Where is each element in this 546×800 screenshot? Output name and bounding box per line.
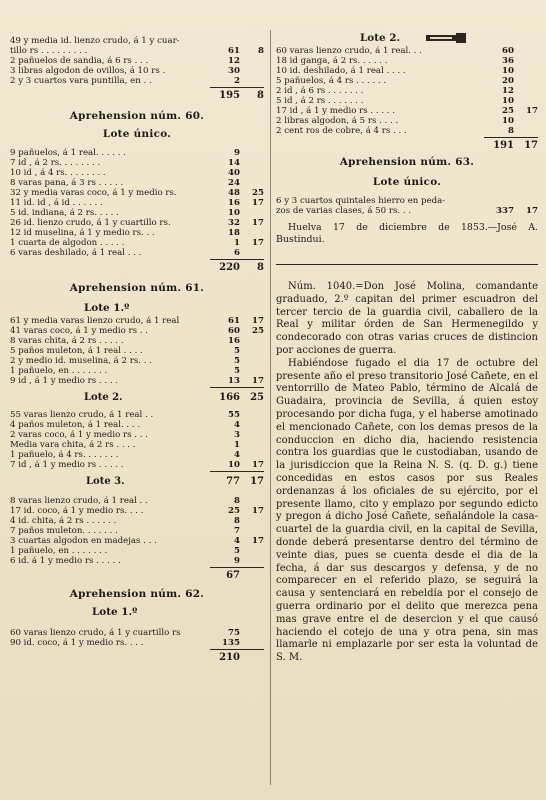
lot-total-row <box>10 475 264 488</box>
amount-reales: 2 <box>234 76 240 86</box>
amount-reales: 40 <box>228 168 240 178</box>
sum-rule <box>210 87 264 88</box>
ledger-row <box>276 106 538 116</box>
item-description: 2 pañuelos de sandia, á 6 rs . . . <box>10 56 149 66</box>
section-heading: Aprehension núm. 63. <box>339 156 475 168</box>
ledger-row <box>10 188 264 198</box>
item-description: 11 id. id , á id . . . . . . <box>10 198 103 208</box>
right-column <box>276 30 538 665</box>
amount-maravedis: 17 <box>252 536 264 546</box>
ledger-row <box>10 356 264 366</box>
total-maravedis: 25 <box>250 392 264 403</box>
amount-reales: 24 <box>228 178 240 188</box>
amount-reales: 25 <box>502 106 514 116</box>
item-description: 5 id , á 2 rs . . . . . . . <box>276 96 364 106</box>
total-row <box>10 651 264 664</box>
lot-heading: Lote 2. <box>84 392 123 403</box>
ledger-row <box>276 206 538 216</box>
ledger-row <box>10 430 264 440</box>
amount-reales: 60 <box>228 326 240 336</box>
item-description: 7 id , á 1 y medio rs . . . . . <box>10 460 124 470</box>
ledger-row <box>10 366 264 376</box>
item-description: 8 varas chita, á 2 rs . . . . . <box>10 336 124 346</box>
ledger-row <box>276 76 538 86</box>
amount-reales: 337 <box>496 206 514 216</box>
rows-c <box>10 410 264 470</box>
total-reales: 220 <box>219 262 240 273</box>
rows-top <box>10 36 264 86</box>
sum-rule <box>210 567 264 568</box>
lot-heading-row <box>276 30 538 46</box>
amount-maravedis: 17 <box>252 460 264 470</box>
amount-reales: 10 <box>502 66 514 76</box>
item-description: 2 varas coco, á 1 y medio rs . . . <box>10 430 148 440</box>
item-description: 2 y medio id. muselina, á 2 rs. . . <box>10 356 152 366</box>
ledger-row <box>10 326 264 336</box>
rows-b <box>10 316 264 386</box>
amount-maravedis: 17 <box>252 198 264 208</box>
amount-reales: 48 <box>228 188 240 198</box>
rows-a <box>276 46 538 136</box>
item-description: tillo rs . . . . . . . . . <box>10 46 88 56</box>
amount-reales: 4 <box>234 536 240 546</box>
ledger-row <box>10 336 264 346</box>
ledger-row <box>10 36 264 46</box>
amount-reales: 30 <box>228 66 240 76</box>
item-description: 55 varas lienzo crudo, á 1 real . . <box>10 410 154 420</box>
item-description: 6 y 3 cuartos quintales hierro en peda- <box>276 196 446 206</box>
item-description: 18 id ganga, á 2 rs. . . . . . <box>276 56 388 66</box>
total-maravedis: 8 <box>257 262 264 273</box>
amount-reales: 9 <box>234 556 240 566</box>
item-description: 4 paños muleton, á 1 real. . . . <box>10 420 141 430</box>
amount-maravedis: 17 <box>252 506 264 516</box>
sum-rule <box>210 387 264 388</box>
item-description: 2 id , á 6 rs . . . . . . . <box>276 86 364 96</box>
total-maravedis: Habiéndose fugado el dia 17 de octubre del presente año el preso transitorio José Cañete, en el ventorrillo de Mateo Pablo, término de Alcalá de Guadaira, provincia de Sevilla, á quien estoy procesando por dicha fuga, y el haberse amotinado el mencionado Cañete, con los demas presos de la conduccion en dicho dia, haciendo resistencia contra los guardias que le custodiaban, usando de la jurisdiccion que la Reina N. S. (q. D. g.) tiene concedidas en estos casos por sus Reales ordenanzas á los oficiales de su ejército, por el presente llamo, cito y emplazo por segundo edicto y pregon á dicho José Cañete, señalándole la casa-cuartel de la guardia civil, en la capital de Sevilla, donde deberá presentarse dentro del término de veinte dias, pues se cuenta desde el dia de la fecha, á dar sus descargos y defensa, y de no comparecer en el referido plazo, se seguirá la causa y sentenciará en rebeldía por el consejo de guerra ordinario por el delito que merezca pena mas grave entre el de desercion y el que causó haciendo el cotejo de una y otra pena, sin mas llamarle ni emplazarle por ser esta la voluntad de S. M. <box>276 357 538 664</box>
amount-maravedis: 17 <box>252 218 264 228</box>
sum-rule <box>484 137 538 138</box>
amount-maravedis: 17 <box>526 106 538 116</box>
ledger-row <box>10 516 264 526</box>
ledger-row <box>10 158 264 168</box>
amount-reales: 32 <box>228 218 240 228</box>
amount-reales: 135 <box>222 638 240 648</box>
item-description: Media vara chita, á 2 rs . . . . <box>10 440 136 450</box>
ledger-row <box>276 126 538 136</box>
ledger-row <box>276 86 538 96</box>
item-description: zos de varias clases, á 50 rs. . . <box>276 206 412 216</box>
item-description: 1 pañuelo, en . . . . . . . <box>10 366 108 376</box>
amount-reales: 16 <box>228 336 240 346</box>
item-description: 60 varas lienzo crudo, á 1 y cuartillo rs <box>10 628 181 638</box>
ledger-row <box>10 440 264 450</box>
amount-reales: 12 <box>502 86 514 96</box>
amount-reales: 3 <box>234 430 240 440</box>
ledger-row <box>10 346 264 356</box>
item-description: 2 y 3 cuartos vara puntilla, en . . <box>10 76 152 86</box>
lot-heading: Lote 1.º <box>84 302 130 314</box>
ledger-row <box>10 316 264 326</box>
ledger-row <box>10 536 264 546</box>
amount-reales: 4 <box>234 420 240 430</box>
amount-maravedis: 25 <box>252 326 264 336</box>
amount-reales: 8 <box>234 516 240 526</box>
amount-reales: 60 <box>502 46 514 56</box>
item-description: 3 cuartas algodon en madejas . . . <box>10 536 157 546</box>
rows-d <box>10 496 264 566</box>
rows-e <box>10 628 264 648</box>
item-description: 7 paños muleton. . . . . . . <box>10 526 118 536</box>
lot-heading: Lote único. <box>102 128 172 140</box>
lot-heading: Lote 2. <box>360 32 401 44</box>
amount-maravedis: 17 <box>252 238 264 248</box>
item-description: 5 pañuelos, á 4 rs . . . . . . <box>276 76 387 86</box>
section-rule <box>276 264 538 265</box>
item-description: 8 varas pana, á 3 rs . . . . . <box>10 178 124 188</box>
total-row <box>10 261 264 274</box>
amount-maravedis: 8 <box>258 46 264 56</box>
amount-reales: 13 <box>228 376 240 386</box>
amount-reales: 18 <box>228 228 240 238</box>
ledger-row <box>10 460 264 470</box>
total-row <box>276 139 538 152</box>
ledger-row <box>276 66 538 76</box>
item-description: 60 varas lienzo crudo, á 1 real. . . <box>276 46 422 56</box>
amount-maravedis: 25 <box>252 188 264 198</box>
item-description: 6 varas deshilado, á 1 real . . . <box>10 248 142 258</box>
ledger-row <box>10 228 264 238</box>
ledger-row <box>10 56 264 66</box>
ledger-row <box>10 526 264 536</box>
lot-heading: Lote 3. <box>86 476 125 487</box>
amount-maravedis: 17 <box>252 376 264 386</box>
total-maravedis: 17 <box>250 476 264 487</box>
ledger-row <box>10 420 264 430</box>
item-description: 8 varas lienzo crudo, á 1 real . . <box>10 496 148 506</box>
item-description: 9 pañuelos, á 1 real. . . . . . <box>10 148 126 158</box>
amount-reales: 75 <box>228 628 240 638</box>
ledger-row <box>10 46 264 56</box>
total-row <box>10 569 264 582</box>
ledger-row <box>10 410 264 420</box>
lot-heading: Lote 1.º <box>92 606 138 618</box>
item-description: 6 id. á 1 y medio rs . . . . . <box>10 556 121 566</box>
total-row <box>10 89 264 102</box>
amount-reales: 14 <box>228 158 240 168</box>
ledger-row <box>276 56 538 66</box>
amount-reales: 9 <box>234 148 240 158</box>
ledger-row <box>10 506 264 516</box>
total-maravedis: 8 <box>257 90 264 101</box>
item-description: 12 id muselina, á 1 y medio rs. . . <box>10 228 155 238</box>
rows-b <box>276 196 538 216</box>
amount-reales: 5 <box>234 356 240 366</box>
dateline <box>276 222 538 246</box>
ledger-row <box>276 96 538 106</box>
rows-a <box>10 148 264 258</box>
amount-reales: 1 <box>234 238 240 248</box>
amount-reales: 8 <box>234 496 240 506</box>
item-description: 32 y media varas coco, á 1 y medio rs. <box>10 188 177 198</box>
ledger-row <box>10 496 264 506</box>
amount-reales: 55 <box>228 410 240 420</box>
ledger-row <box>10 248 264 258</box>
ledger-row <box>10 628 264 638</box>
lot-heading: Lote único. <box>372 176 442 188</box>
amount-reales: 5 <box>234 346 240 356</box>
item-description: 2 libras algodon, á 5 rs . . . . <box>276 116 399 126</box>
notice-paragraph <box>276 281 538 358</box>
section-heading: Aprehension núm. 62. <box>69 588 205 600</box>
total-reales: 191 <box>493 140 514 151</box>
item-description: 4 id. chita, á 2 rs . . . . . . <box>10 516 117 526</box>
amount-reales: 12 <box>228 56 240 66</box>
item-description: 10 id , á 4 rs. . . . . . . . <box>10 168 106 178</box>
ledger-row <box>10 238 264 248</box>
amount-reales: 61 <box>228 316 240 326</box>
ledger-row <box>10 168 264 178</box>
printer-ornament-icon <box>424 32 472 44</box>
amount-reales: 20 <box>502 76 514 86</box>
amount-reales: 4 <box>234 450 240 460</box>
amount-reales: 7 <box>234 526 240 536</box>
amount-reales: 6 <box>234 248 240 258</box>
amount-reales: 8 <box>508 126 514 136</box>
column-divider <box>270 30 271 785</box>
item-description: 1 pañuelo, á 4 rs. . . . . . . <box>10 450 119 460</box>
amount-reales: 10 <box>228 460 240 470</box>
item-description: 1 pañuelo, en . . . . . . . <box>10 546 108 556</box>
amount-reales: 25 <box>228 506 240 516</box>
ledger-row <box>10 546 264 556</box>
ledger-row <box>276 196 538 206</box>
lot-total-row <box>10 391 264 404</box>
item-description: 1 cuarta de algodon . . . . . <box>10 238 125 248</box>
total-reales: 195 <box>219 90 240 101</box>
total-reales: 67 <box>226 570 240 581</box>
ledger-row <box>10 218 264 228</box>
item-description: 61 y media varas lienzo crudo, á 1 real <box>10 316 180 326</box>
item-description: 10 id. deshilado, á 1 real . . . . <box>276 66 406 76</box>
total-reales: 77 <box>226 476 240 487</box>
ledger-row <box>10 376 264 386</box>
item-description: 26 id. lienzo crudo, á 1 y cuartillo rs. <box>10 218 171 228</box>
item-description: 3 libras algodon de ovillos, á 10 rs . <box>10 66 166 76</box>
amount-reales: 10 <box>502 116 514 126</box>
total-reales: 166 <box>219 392 240 403</box>
sum-rule <box>210 471 264 472</box>
notice-paragraph <box>276 358 538 665</box>
ledger-row <box>10 148 264 158</box>
ledger-row <box>276 116 538 126</box>
item-description: 9 id , á 1 y medio rs . . . . <box>10 376 119 386</box>
total-maravedis: 17 <box>524 140 538 151</box>
amount-reales: 5 <box>234 366 240 376</box>
item-description: 90 id. coco, á 1 y medio rs. . . . <box>10 638 144 648</box>
total-maravedis: Huelva 17 de diciembre de 1853.—José A. Bustindui. <box>276 222 538 245</box>
amount-reales: 36 <box>502 56 514 66</box>
ledger-row <box>10 450 264 460</box>
sum-rule <box>210 649 264 650</box>
item-description: 17 id , á 1 y medio rs . . . . . <box>276 106 395 116</box>
item-description: 17 id. coco, á 1 y medio rs. . . . <box>10 506 144 516</box>
item-description: 2 cent ros de cobre, á 4 rs . . . <box>276 126 407 136</box>
ledger-row <box>10 66 264 76</box>
amount-reales: 16 <box>228 198 240 208</box>
left-column <box>10 36 264 664</box>
ledger-row <box>10 198 264 208</box>
item-description: 5 id. indiana, á 2 rs. . . . . <box>10 208 119 218</box>
amount-reales: 10 <box>228 208 240 218</box>
ledger-row <box>10 76 264 86</box>
ledger-row <box>276 46 538 56</box>
item-description: 5 paños muleton, á 1 real . . . . <box>10 346 143 356</box>
ledger-row <box>10 638 264 648</box>
section-heading: Aprehension núm. 61. <box>69 282 205 294</box>
amount-reales: 61 <box>228 46 240 56</box>
ledger-row <box>10 178 264 188</box>
amount-maravedis: 17 <box>252 316 264 326</box>
ledger-row <box>10 208 264 218</box>
amount-reales: 5 <box>234 546 240 556</box>
amount-reales: 1 <box>234 440 240 450</box>
ledger-row <box>10 556 264 566</box>
item-description: 7 id , á 2 rs. . . . . . . . <box>10 158 101 168</box>
total-maravedis: Núm. 1040.=Don José Molina, comandante graduado, 2.º capitan del primer escuadron del tercer tercio de la guardia civil, caballero de la Real y militar órden de San Hermenegildo y condecorado con otras varias cruces de distincion por acciones de guerra. <box>276 281 538 356</box>
amount-maravedis: 17 <box>526 206 538 216</box>
section-heading: Aprehension núm. 60. <box>69 110 205 122</box>
sum-rule <box>210 259 264 260</box>
item-description: 41 varas coco, á 1 y medio rs . . <box>10 326 148 336</box>
item-description: 49 y media id. lienzo crudo, á 1 y cuar- <box>10 36 180 46</box>
amount-reales: 10 <box>502 96 514 106</box>
total-reales: 210 <box>219 652 240 663</box>
